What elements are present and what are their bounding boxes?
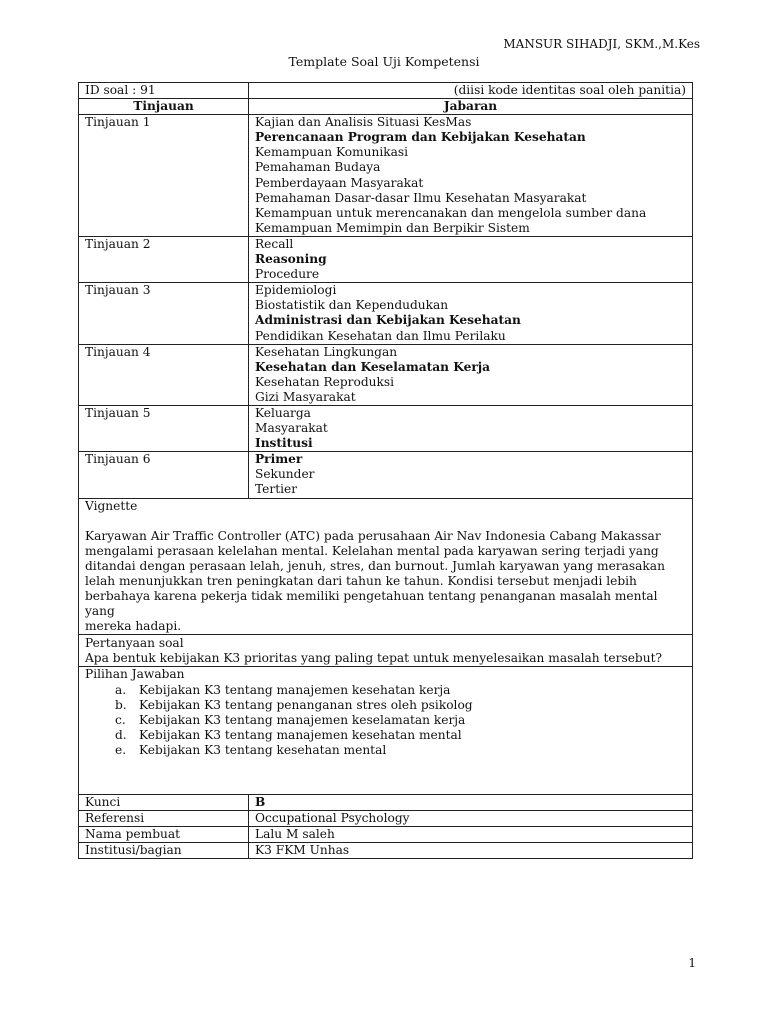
tinjauan-row [79,115,693,237]
jabaran-item: Kajian dan Analisis Situasi KesMas [255,115,472,130]
jabaran-cell [249,452,693,498]
jabaran-item: Procedure [255,267,320,282]
choices-label: Pilihan Jawaban [85,667,185,682]
jabaran-cell [249,236,693,282]
jabaran-item: Kesehatan Lingkungan [255,344,398,359]
answer-option [85,713,686,728]
jabaran-item: Administrasi dan Kebijakan Kesehatan [255,313,521,328]
answer-text: Kebijakan K3 tentang kesehatan mental [139,742,387,757]
tinjauan-row [79,405,693,451]
tinjauan-row [79,452,693,498]
question-row [79,635,693,667]
jabaran-item: Biostatistik dan Kependudukan [255,298,449,313]
jabaran-item: Pemahaman Budaya [255,160,381,175]
answer-option [85,683,686,698]
author-header: MANSUR SIHADJI, SKM.,M.Kes [503,37,700,51]
jabaran-item: Pemahaman Dasar-dasar Ilmu Kesehatan Masyarakat [255,190,587,205]
id-note: (diisi kode identitas soal oleh panitia) [453,83,686,97]
vignette-line: lelah menunjukkan tren peningkatan dari tahun ke tahun. Kondisi tersebut menjadi lebih [85,573,637,588]
answer-option [85,743,686,758]
answer-text: Kebijakan K3 tentang manajemen kesehatan mental [139,727,462,742]
document-title: Template Soal Uji Kompetensi [288,54,480,69]
answer-letter: d. [115,727,127,742]
vignette-label: Vignette [85,498,138,513]
jabaran-item: Institusi [255,436,313,451]
answer-text: Kebijakan K3 tentang manajemen keselamatan kerja [139,712,466,727]
tinjauan-row [79,344,693,405]
meta-value: K3 FKM Unhas [249,843,693,859]
id-note-cell [249,83,693,99]
choices-cell [79,667,693,795]
vignette-line: Karyawan Air Traffic Controller (ATC) pada perusahaan Air Nav Indonesia Cabang Makassar [85,528,661,543]
jabaran-item: Pendidikan Kesehatan dan Ilmu Perilaku [255,328,506,343]
vignette-row [79,498,693,635]
answer-option [85,728,686,743]
jabaran-item: Recall [255,236,294,251]
tinjauan-label: Tinjauan 5 [79,405,249,451]
vignette-line: mereka hadapi. [85,619,182,634]
answer-letter: e. [115,742,127,757]
vignette-cell [79,498,693,635]
choices-row [79,667,693,795]
answer-text: Kebijakan K3 tentang penanganan stres oleh psikolog [139,697,473,712]
tinjauan-row [79,236,693,282]
tinjauan-label: Tinjauan 4 [79,344,249,405]
jabaran-item: Kesehatan dan Keselamatan Kerja [255,359,491,374]
jabaran-item: Epidemiologi [255,283,337,298]
jabaran-item: Kemampuan Memimpin dan Berpikir Sistem [255,220,530,235]
meta-value: Lalu M saleh [249,827,693,843]
answer-letter: c. [115,712,126,727]
jabaran-item: Masyarakat [255,421,328,436]
jabaran-cell [249,405,693,451]
meta-label: Nama pembuat [79,827,249,843]
jabaran-cell [249,283,693,344]
id-label: ID soal : 91 [79,83,249,99]
jabaran-cell [249,115,693,237]
tinjauan-label: Tinjauan 3 [79,283,249,344]
jabaran-item: Perencanaan Program dan Kebijakan Kesehatan [255,130,586,145]
meta-row [79,827,693,843]
jabaran-item: Reasoning [255,252,327,267]
jabaran-item: Kemampuan untuk merencanakan dan mengelola sumber dana [255,205,647,220]
jabaran-item: Kesehatan Reproduksi [255,374,395,389]
jabaran-item: Primer [255,452,303,467]
meta-row [79,795,693,811]
vignette-body [85,529,686,635]
jabaran-item: Pemberdayaan Masyarakat [255,175,424,190]
question-cell [79,635,693,667]
meta-row [79,811,693,827]
meta-label: Referensi [79,811,249,827]
tinjauan-label: Tinjauan 2 [79,236,249,282]
jabaran-item: Sekunder [255,467,315,482]
vignette-line: ditandai dengan perasaan lelah, jenuh, stres, dan burnout. Jumlah karyawan yang merasakan [85,558,665,573]
answer-option [85,698,686,713]
answer-letter: a. [115,682,127,697]
question-text: Apa bentuk kebijakan K3 prioritas yang paling tepat untuk menyelesaikan masalah tersebut? [85,651,662,666]
page-number: 1 [688,956,696,970]
jabaran-item: Kemampuan Komunikasi [255,145,409,160]
meta-value: Occupational Psychology [249,811,693,827]
meta-label: Kunci [79,795,249,811]
meta-value: B [249,795,693,811]
meta-row [79,843,693,859]
answer-letter: b. [115,697,127,712]
jabaran-item: Keluarga [255,405,311,420]
tinjauan-label: Tinjauan 1 [79,115,249,237]
question-template-table [78,82,693,859]
column-header-tinjauan: Tinjauan [79,99,249,115]
jabaran-item: Gizi Masyarakat [255,389,356,404]
id-row [79,83,693,99]
answer-text: Kebijakan K3 tentang manajemen kesehatan kerja [139,682,451,697]
vignette-line: mengalami perasaan kelelahan mental. Kelelahan mental pada karyawan sering terjadi yang [85,543,659,558]
tinjauan-label: Tinjauan 6 [79,452,249,498]
jabaran-cell [249,344,693,405]
meta-label: Institusi/bagian [79,843,249,859]
column-header-row [79,99,693,115]
jabaran-item: Tertier [255,482,298,497]
column-header-jabaran: Jabaran [249,99,693,115]
tinjauan-row [79,283,693,344]
vignette-line: berbahaya karena pekerja tidak memiliki pengetahuan tentang penanganan masalah mental yang [85,589,658,619]
question-label: Pertanyaan soal [85,636,184,651]
answer-list [85,683,686,758]
